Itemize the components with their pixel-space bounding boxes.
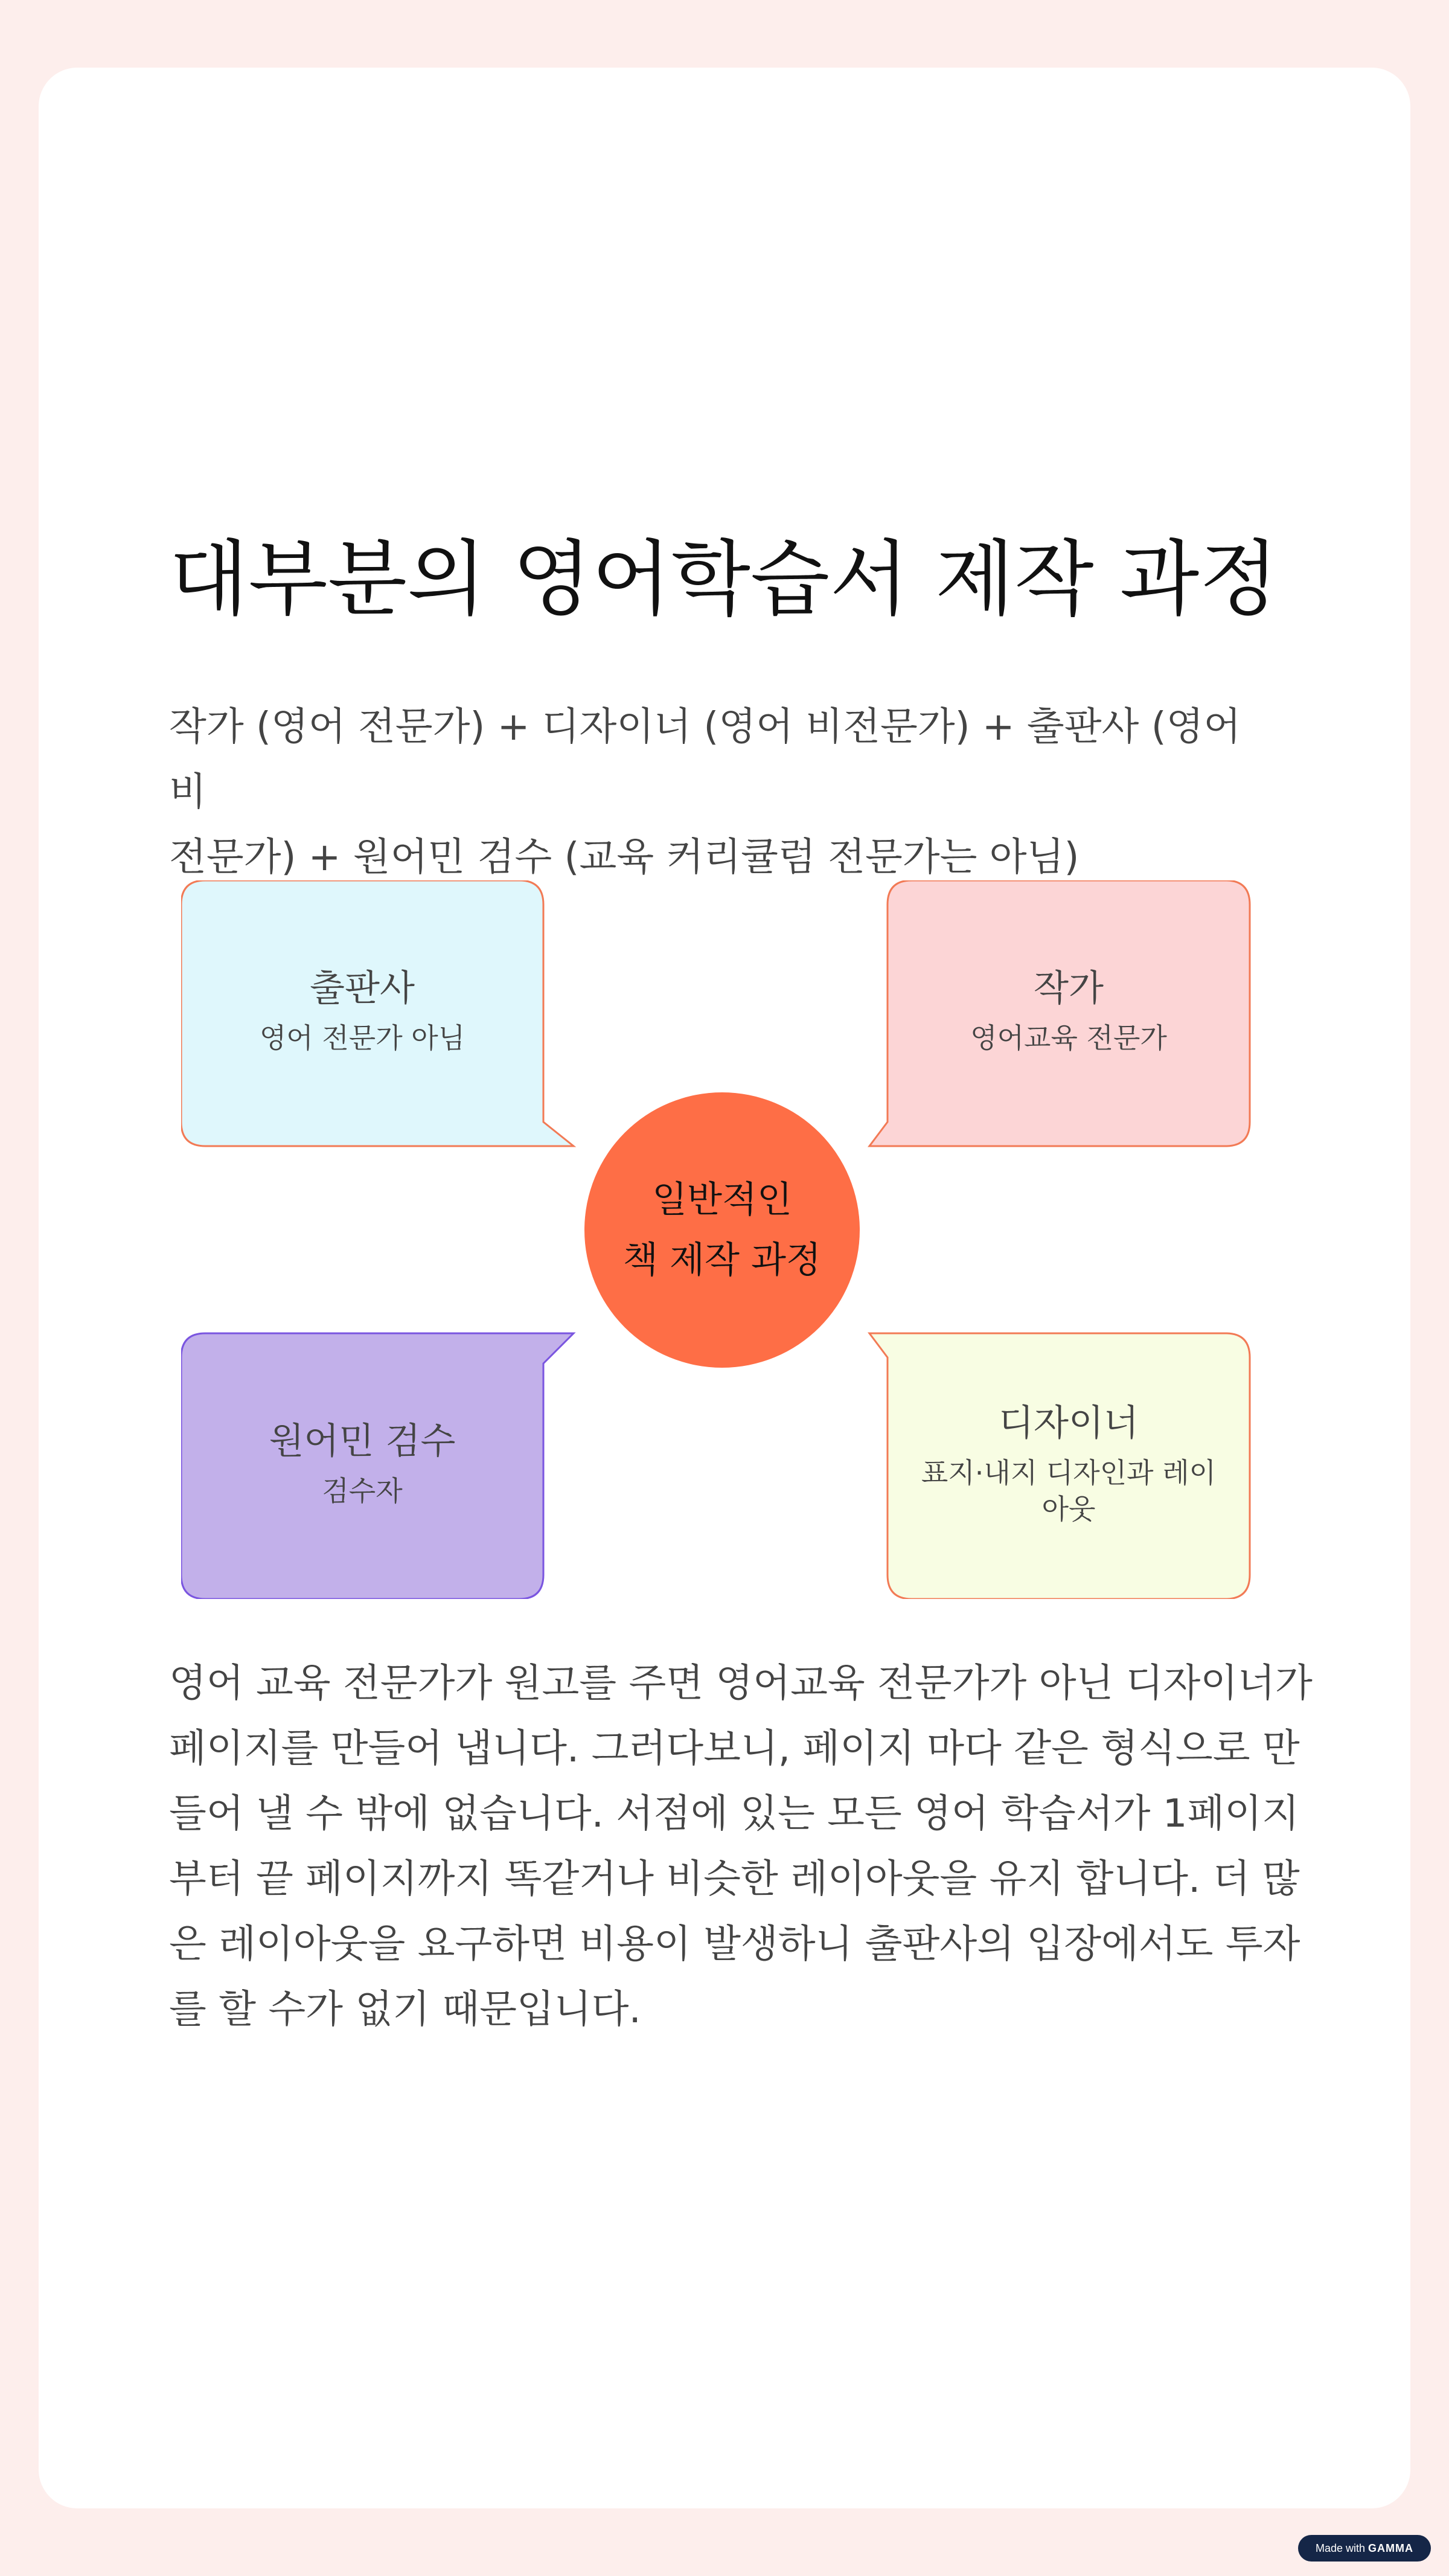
body-paragraph — [169, 1651, 1313, 2042]
bubble-title: 원어민 검수 — [269, 1420, 456, 1463]
body-line: 페이지를 만들어 냅니다. 그러다보니, 페이지 마다 같은 형식으로 만 — [169, 1726, 1300, 1771]
center-label-line: 책 제작 과정 — [623, 1239, 821, 1281]
body-line: 들어 낼 수 밖에 없습니다. 서점에 있는 모든 영어 학습서가 1페이지 — [169, 1792, 1299, 1836]
bubble-subtitle: 영어 전문가 아님 — [259, 1022, 465, 1054]
badge-brand: GAMMA — [1368, 2542, 1414, 2554]
badge-prefix: Made with — [1315, 2542, 1366, 2554]
intro-line: 작가 (영어 전문가) + 디자이너 (영어 비전문가) + 출판사 (영어 비 — [169, 705, 1241, 815]
bubble-designer — [888, 1333, 1250, 1593]
made-with-gamma-badge[interactable] — [1298, 2535, 1431, 2562]
bubble-reviewer — [181, 1333, 543, 1593]
center-label-line: 일반적인 — [652, 1179, 792, 1221]
body-line: 를 할 수가 없기 때문입니다. — [169, 1987, 641, 2032]
bubble-title: 출판사 — [310, 967, 415, 1010]
page-title: 대부분의 영어학습서 제작 과정 — [169, 532, 1279, 627]
bubble-title: 디자이너 — [999, 1402, 1139, 1444]
center-circle — [584, 1092, 860, 1368]
body-line: 부터 끝 페이지까지 똑같거나 비슷한 레이아웃을 유지 합니다. 더 많 — [169, 1857, 1300, 1902]
bubble-publisher — [181, 880, 543, 1140]
process-diagram — [181, 880, 1268, 1599]
bubble-subtitle: 영어교육 전문가 — [970, 1022, 1167, 1054]
body-line: 영어 교육 전문가가 원고를 주면 영어교육 전문가가 아닌 디자이너가 — [169, 1661, 1313, 1706]
intro-paragraph — [169, 694, 1286, 890]
intro-line: 전문가) + 원어민 검수 (교육 커리큘럼 전문가는 아님) — [169, 835, 1080, 880]
bubble-subtitle: 검수자 — [322, 1475, 403, 1507]
body-line: 은 레이아웃을 요구하면 비용이 발생하니 출판사의 입장에서도 투자 — [169, 1922, 1300, 1967]
bubble-title: 작가 — [1034, 967, 1104, 1010]
bubble-subtitle: 표지·내지 디자인과 레이아웃 — [921, 1456, 1217, 1525]
bubble-author — [888, 880, 1250, 1140]
